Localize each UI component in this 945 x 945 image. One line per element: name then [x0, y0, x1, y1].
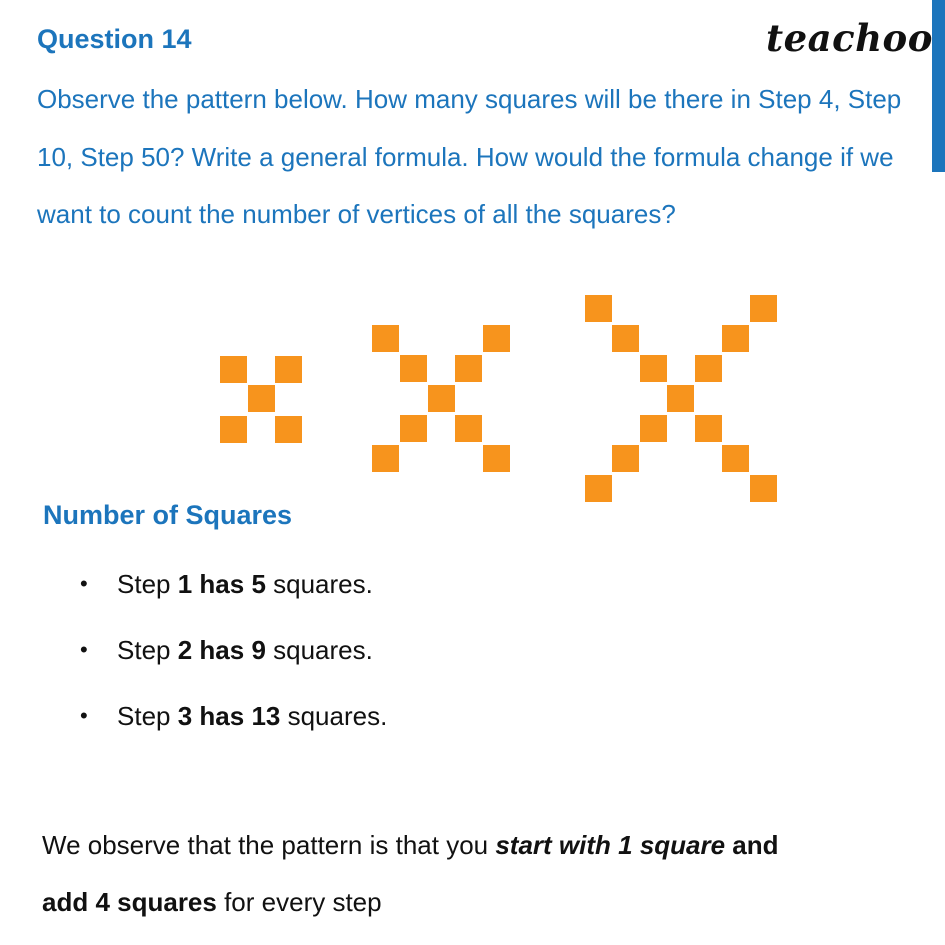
scrollbar-thumb[interactable] [932, 0, 945, 172]
step-number: 2 [177, 635, 193, 665]
section-heading: Number of Squares [43, 500, 293, 530]
text: Step [117, 701, 178, 731]
list-item [80, 693, 387, 759]
list-item [80, 561, 387, 627]
square [722, 325, 749, 352]
text: Step [117, 569, 178, 599]
bullet-icon: • [80, 703, 88, 728]
text: squares. [265, 569, 373, 599]
square [220, 416, 247, 443]
square [667, 385, 694, 412]
square [275, 416, 302, 443]
scrollbar-track[interactable] [932, 0, 945, 945]
square [455, 355, 482, 382]
text: for every step [216, 887, 382, 917]
text: We observe that the pattern is that you [42, 830, 496, 860]
list-item [80, 627, 387, 693]
square [585, 475, 612, 502]
emphasis: start with 1 square [495, 830, 726, 860]
square [483, 445, 510, 472]
bullet-icon: • [80, 637, 88, 662]
square [695, 355, 722, 382]
text: and [725, 830, 779, 860]
square [275, 356, 302, 383]
square [428, 385, 455, 412]
square [612, 445, 639, 472]
text: has [192, 635, 252, 665]
text: squares. [280, 701, 388, 731]
square-count: 5 [251, 569, 266, 599]
square [372, 325, 399, 352]
step-number: 1 [177, 569, 193, 599]
brand-logo: teachoo [766, 16, 933, 60]
emphasis: add 4 squares [42, 887, 217, 917]
observation-text [42, 817, 922, 931]
bullet-icon: • [80, 571, 88, 596]
square [612, 325, 639, 352]
square [372, 445, 399, 472]
square [455, 415, 482, 442]
text: has [192, 701, 252, 731]
square-count: 13 [251, 701, 281, 731]
square [483, 325, 510, 352]
square [640, 355, 667, 382]
text: squares. [265, 635, 373, 665]
question-text: Observe the pattern below. How many squares will be there in Step 4, Step 10, Step 50? Write a general formula. How would the formula change if we want to count the number of vertices of all the squares? [37, 84, 902, 229]
question-title: Question 14 [37, 24, 192, 54]
step-number: 3 [177, 701, 193, 731]
square [585, 295, 612, 322]
square [722, 445, 749, 472]
square [400, 415, 427, 442]
square [220, 356, 247, 383]
square-count: 9 [251, 635, 266, 665]
text: Step [117, 635, 178, 665]
square [248, 385, 275, 412]
square [400, 355, 427, 382]
square [640, 415, 667, 442]
square [750, 295, 777, 322]
text: has [192, 569, 252, 599]
square [695, 415, 722, 442]
step-list [80, 561, 387, 759]
square [750, 475, 777, 502]
